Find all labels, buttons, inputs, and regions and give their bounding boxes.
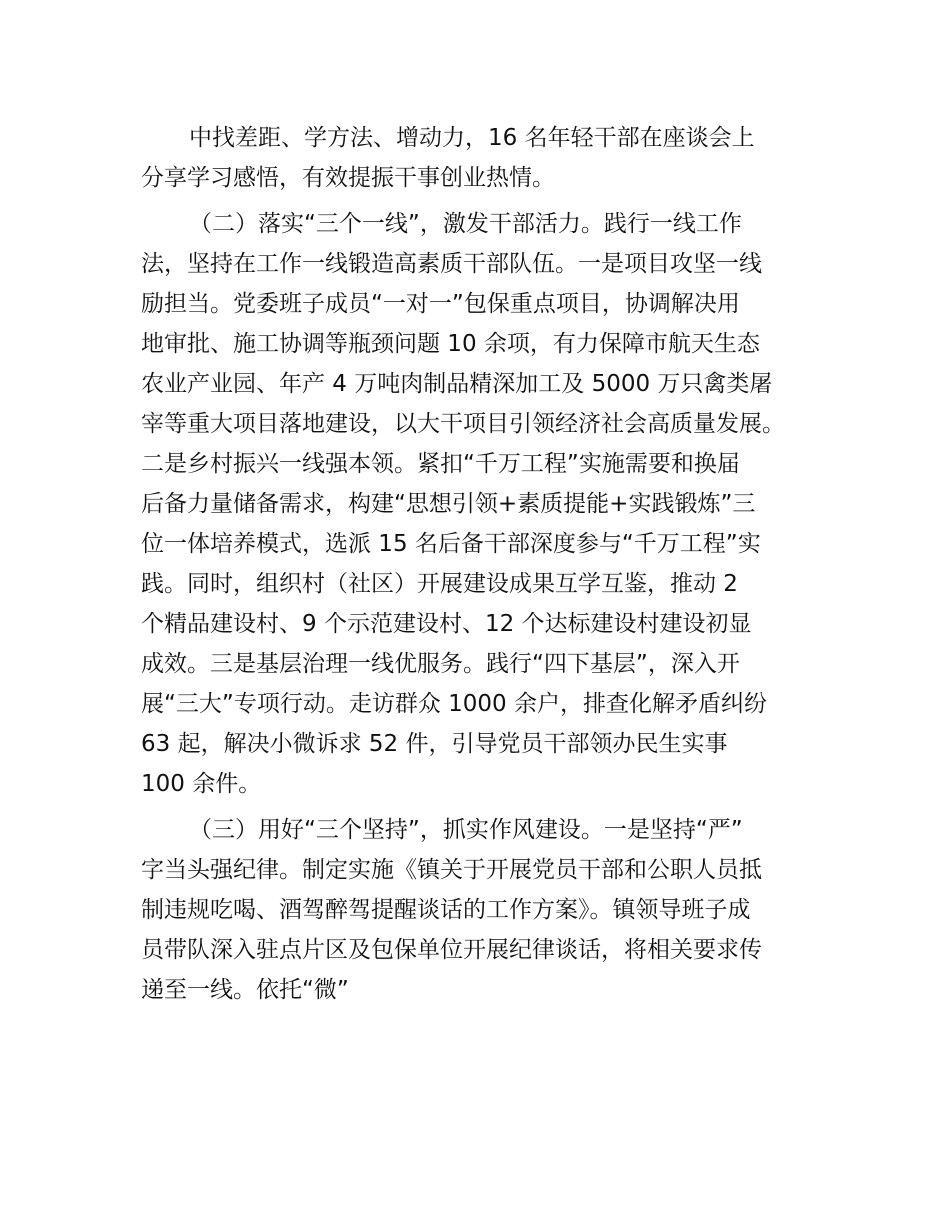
text-line: 后备力量储备需求，构建“思想引领+素质提能+实践锻炼”三: [141, 491, 756, 517]
text-line: 中找差距、学方法、增动力，16 名年轻干部在座谈会上: [189, 125, 755, 151]
text-line: 励担当。党委班子成员“一对一”包保重点项目，协调解决用: [141, 291, 740, 317]
text-line: 二是乡村振兴一线强本领。紧扣“千万工程”实施需要和换届: [141, 451, 740, 477]
text-line: 宰等重大项目落地建设，以大干项目引领经济社会高质量发展。: [141, 411, 785, 437]
body-text: [141, 118, 831, 1010]
text-line: 63 起，解决小微诉求 52 件，引导党员干部领办民生实事: [141, 731, 728, 757]
text-line: 字当头强纪律。制定实施《镇关于开展党员干部和公职人员抵: [141, 857, 762, 883]
text-line: 100 余件。: [141, 771, 262, 797]
paragraph-1: [141, 118, 831, 198]
text-line: 分享学习感悟，有效提振干事创业热情。: [141, 165, 555, 191]
text-line: 个精品建设村、9 个示范建设村、12 个达标建设村建设初显: [141, 611, 752, 637]
paragraph-3: [141, 810, 831, 1010]
text-line: 成效。三是基层治理一线优服务。践行“四下基层”，深入开: [141, 651, 740, 677]
text-line: 法，坚持在工作一线锻造高素质干部队伍。一是项目攻坚一线: [141, 251, 762, 277]
text-line: 制违规吃喝、酒驾醉驾提醒谈话的工作方案》。镇领导班子成: [141, 897, 751, 923]
text-line: 地审批、施工协调等瓶颈问题 10 余项，有力保障市航天生态: [141, 331, 760, 357]
text-line: 员带队深入驻点片区及包保单位开展纪律谈话，将相关要求传: [141, 937, 762, 963]
text-line: 递至一线。依托“微”: [141, 977, 349, 1003]
text-line: （三）用好“三个坚持”，抓实作风建设。一是坚持“严”: [189, 817, 743, 843]
text-line: 展“三大”专项行动。走访群众 1000 余户，排查化解矛盾纠纷: [141, 691, 767, 717]
text-line: 践。同时，组织村（社区）开展建设成果互学互鉴，推动 2: [141, 571, 738, 597]
text-line: 位一体培养模式，选派 15 名后备干部深度参与“千万工程”实: [141, 531, 761, 557]
text-line: （二）落实“三个一线”，激发干部活力。践行一线工作: [189, 211, 742, 237]
text-line: 农业产业园、年产 4 万吨肉制品精深加工及 5000 万只禽类屠: [141, 371, 773, 397]
paragraph-2: [141, 204, 831, 804]
